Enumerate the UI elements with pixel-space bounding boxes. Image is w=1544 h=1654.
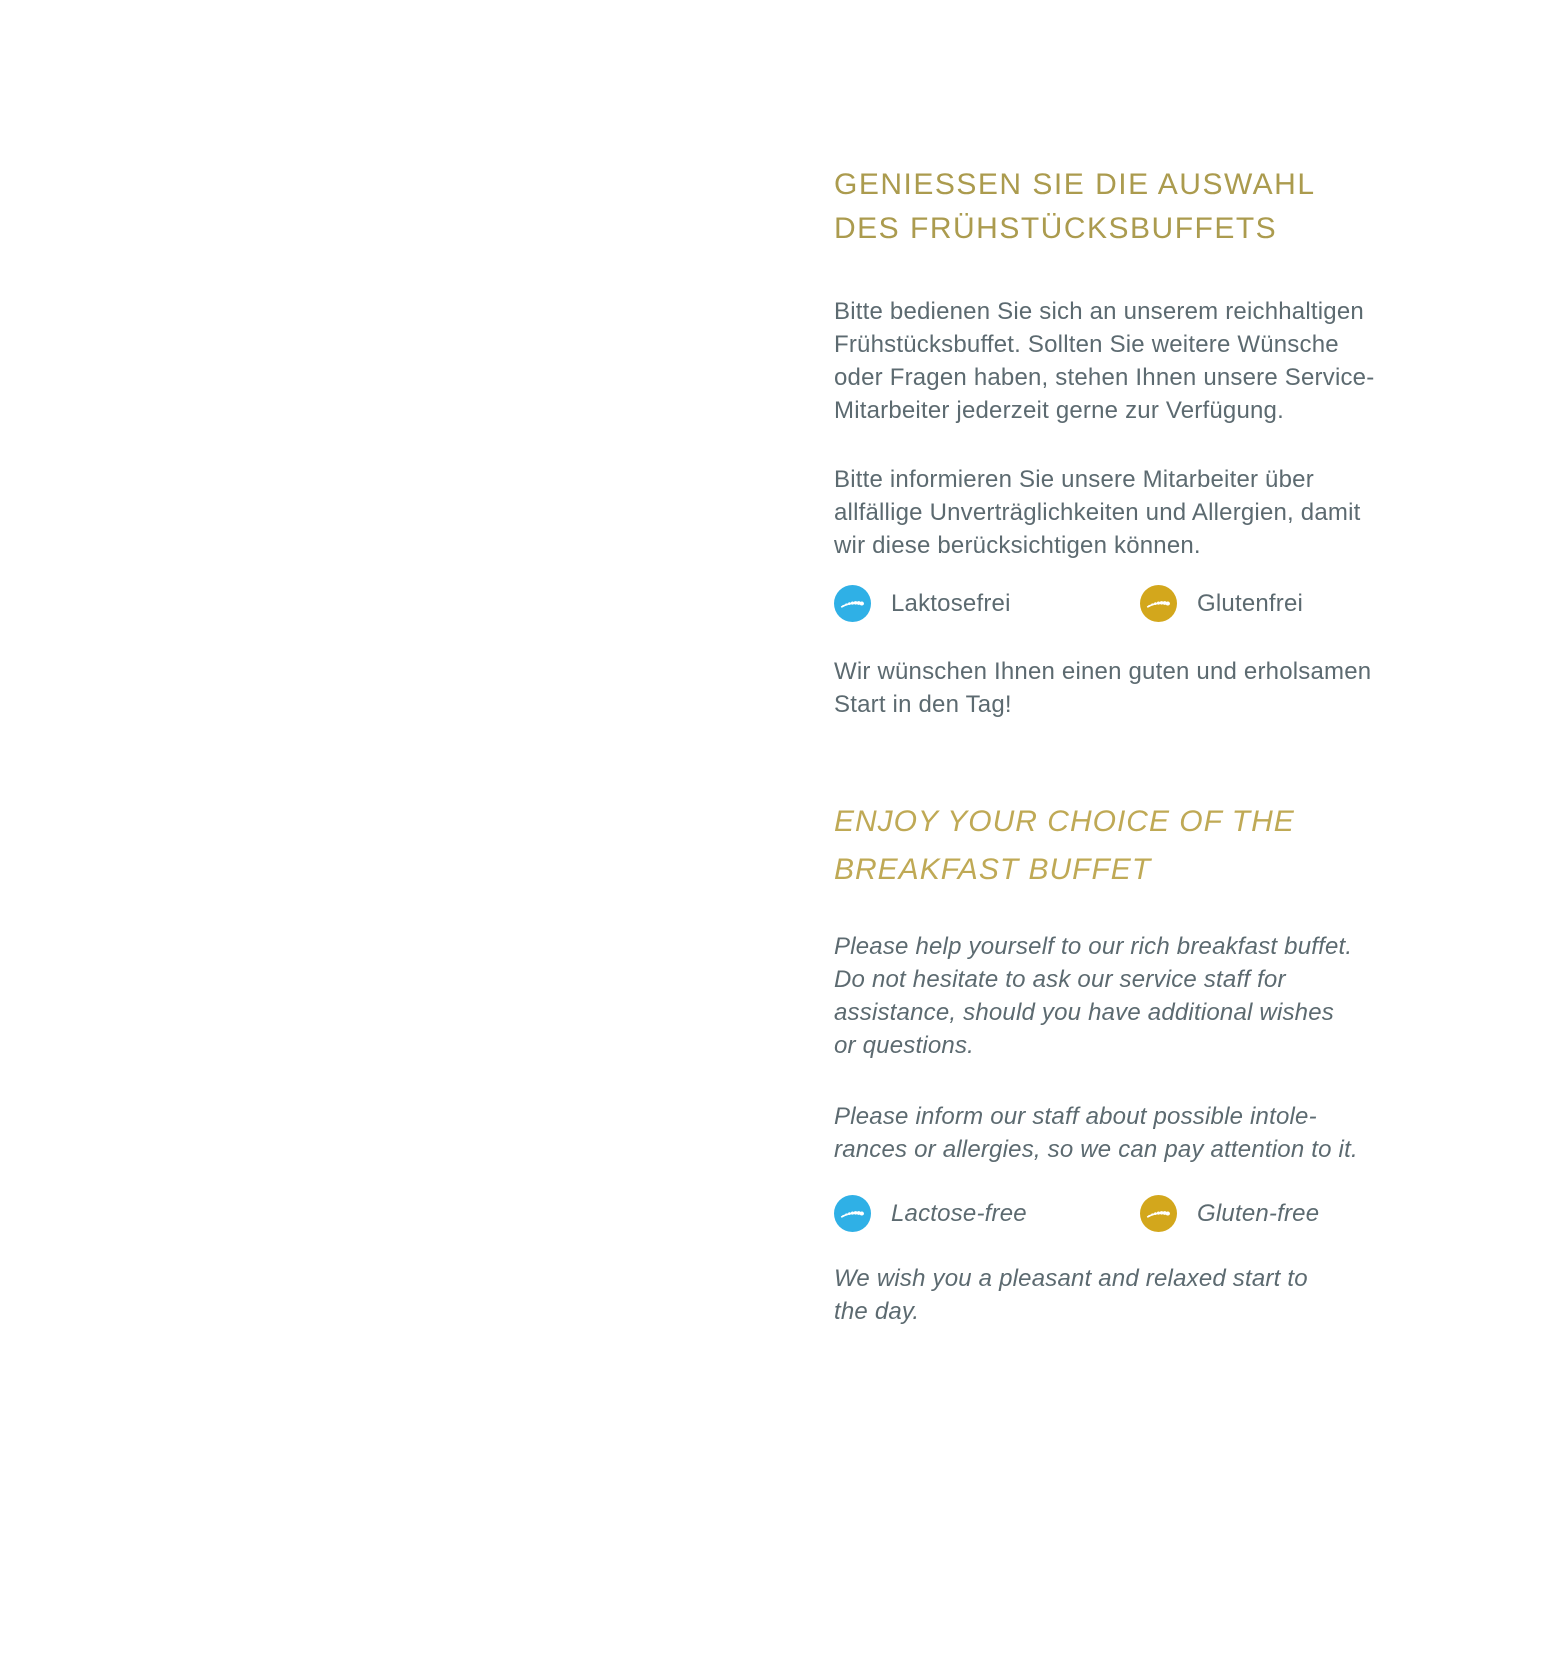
english-paragraph-welcome	[834, 930, 1454, 1062]
text-line: Frühstücksbuffet. Sollten Sie weitere Wünsche	[834, 331, 1339, 358]
gluten-free-badge	[1140, 585, 1303, 622]
text-line: the day.	[834, 1298, 920, 1325]
lactose-free-badge	[834, 1195, 1027, 1232]
text-line: Start in den Tag!	[834, 691, 1012, 718]
text-line: Please help yourself to our rich breakfast buffet.	[834, 933, 1353, 960]
english-paragraph-allergies	[834, 1100, 1454, 1166]
text-line: Bitte bedienen Sie sich an unserem reichhaltigen	[834, 298, 1364, 325]
lactose-free-label: Laktosefrei	[891, 589, 1011, 617]
german-dietary-legend	[834, 585, 1454, 625]
text-line: Bitte informieren Sie unsere Mitarbeiter über	[834, 466, 1314, 493]
text-line: oder Fragen haben, stehen Ihnen unsere Service-	[834, 364, 1375, 391]
german-title-line: GENIESSEN SIE DIE AUSWAHL	[834, 168, 1316, 201]
gluten-free-label: Gluten-free	[1197, 1199, 1320, 1227]
german-paragraph-allergies	[834, 463, 1454, 562]
german-title-line: DES FRÜHSTÜCKSBUFFETS	[834, 212, 1278, 245]
text-line: Please inform our staff about possible intole-	[834, 1103, 1317, 1130]
english-title-line: ENJOY YOUR CHOICE OF THE	[834, 805, 1295, 838]
text-line: Wir wünschen Ihnen einen guten und erholsamen	[834, 658, 1372, 685]
gluten-free-icon	[1140, 585, 1177, 622]
lactose-free-badge	[834, 585, 1011, 622]
text-line: allfällige Unverträglichkeiten und Allergien, damit	[834, 499, 1361, 526]
german-paragraph-welcome	[834, 295, 1454, 427]
gluten-free-label: Glutenfrei	[1197, 589, 1304, 617]
gluten-free-badge	[1140, 1195, 1319, 1232]
english-title	[834, 798, 1454, 894]
text-line: Do not hesitate to ask our service staff for	[834, 966, 1286, 993]
gluten-free-icon	[1140, 1195, 1177, 1232]
lactose-free-icon	[834, 1195, 871, 1232]
text-line: We wish you a pleasant and relaxed start to	[834, 1265, 1308, 1292]
english-paragraph-wish	[834, 1262, 1454, 1328]
english-dietary-legend	[834, 1195, 1454, 1235]
lactose-free-icon	[834, 585, 871, 622]
text-line: wir diese berücksichtigen können.	[834, 532, 1201, 559]
text-line: rances or allergies, so we can pay attention to it.	[834, 1136, 1358, 1163]
text-line: assistance, should you have additional wishes	[834, 999, 1334, 1026]
english-title-line: BREAKFAST BUFFET	[834, 853, 1152, 886]
german-title	[834, 163, 1454, 251]
lactose-free-label: Lactose-free	[891, 1199, 1027, 1227]
text-line: or questions.	[834, 1032, 975, 1059]
german-paragraph-wish	[834, 655, 1454, 721]
text-line: Mitarbeiter jederzeit gerne zur Verfügung.	[834, 397, 1284, 424]
